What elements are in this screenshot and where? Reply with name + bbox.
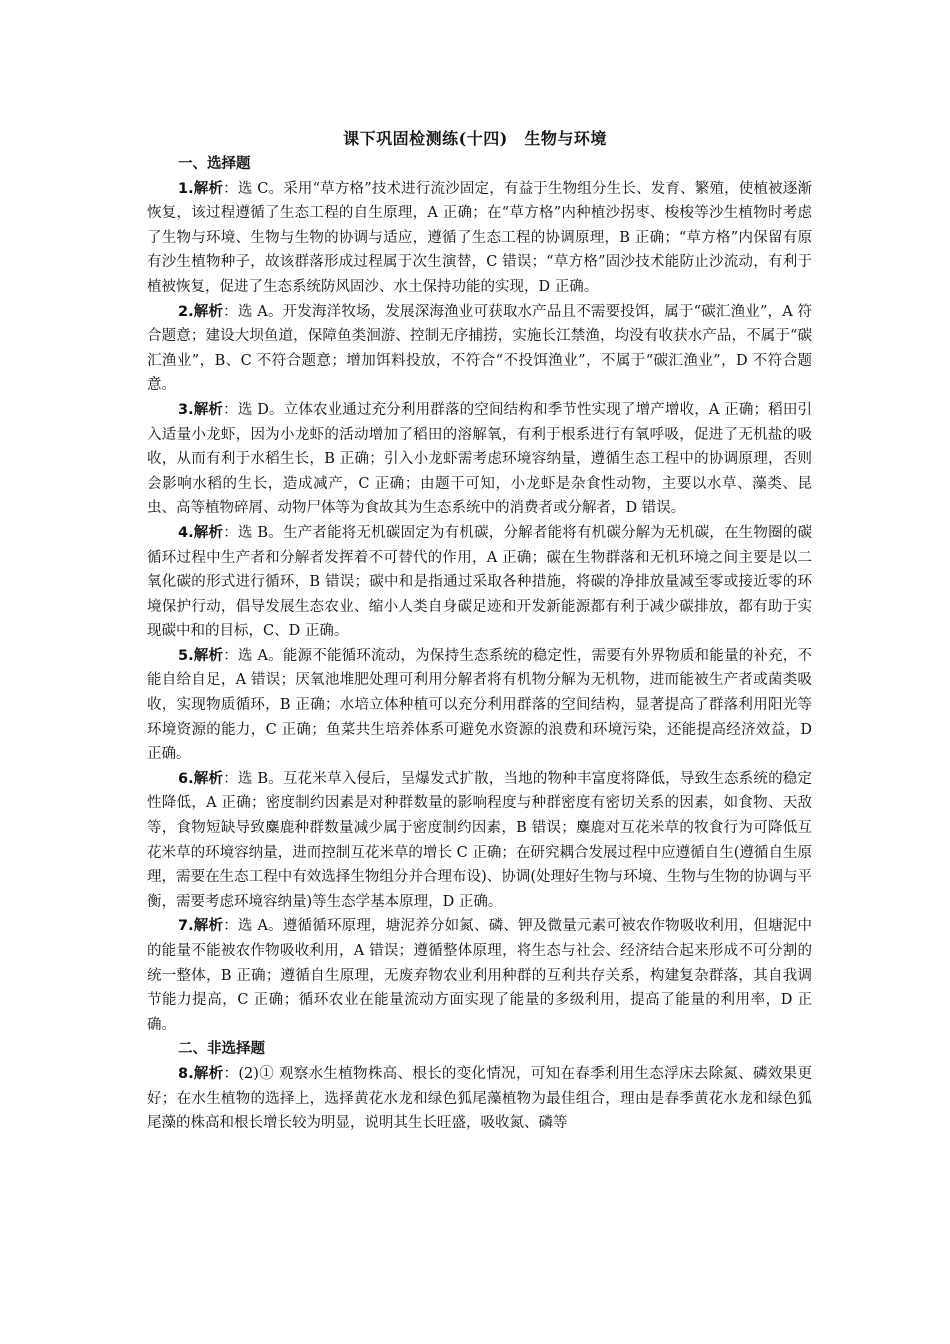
answer-item-5 bbox=[147, 644, 812, 767]
answer-label: 6.解析 bbox=[178, 770, 224, 787]
section-heading-choice: 一、选择题 bbox=[178, 156, 251, 172]
document-body bbox=[147, 152, 812, 1136]
answer-label: 4.解析 bbox=[178, 524, 224, 541]
answer-item-1 bbox=[147, 177, 812, 300]
answer-item-7 bbox=[147, 914, 812, 1037]
answer-label: 5.解析 bbox=[178, 647, 224, 664]
answer-text: ：(2)① 观察水生植物株高、根长的变化情况，可知在春季利用生态浮床去除氮、磷效果更好；在水生植物的选择上，选择黄花水龙和绿色狐尾藻植物为最佳组合，理由是春季黄花水龙和绿色狐尾藻的株高和根长增长较为明显，说明其生长旺盛，吸收氮、磷等 bbox=[147, 1065, 812, 1132]
answer-item-4 bbox=[147, 521, 812, 644]
answer-text: ：选 A。遵循循环原理，塘泥养分如氮、磷、钾及微量元素可被农作物吸收利用，但塘泥中的能量不能被农作物吸收利用，A 错误；遵循整体原理，将生态与社会、经济结合起来形成不可分割的统一整体，B 正确；遵循自生原理，无废弃物农业利用种群的互利共存关系，构建复杂群落，其自我调节能力提高，C 正确；循环农业在能量流动方面实现了能量的多级利用，提高了能量的利用率，D 正确。 bbox=[147, 918, 812, 1033]
answer-label: 2.解析 bbox=[178, 303, 224, 320]
answer-item-6 bbox=[147, 767, 812, 915]
answer-item-8 bbox=[147, 1062, 812, 1136]
answer-text: ：选 C。采用“草方格”技术进行流沙固定，有益于生物组分生长、发育、繁殖，使植被逐渐恢复，该过程遵循了生态工程的自生原理，A 正确；在“草方格”内种植沙拐枣、梭梭等沙生植物时考虑了生物与环境、生物与生物的协调与适应，遵循了生态工程的协调原理，B 正确；“草方格”内保留有原有沙生植物种子，故该群落形成过程属于次生演替，C 错误；“草方格”固沙技术能防止沙流动，有利于植被恢复，促进了生态系统防风固沙、水土保持功能的实现，D 正确。 bbox=[147, 180, 812, 295]
answer-item-2 bbox=[147, 300, 812, 398]
answer-label: 7.解析 bbox=[178, 918, 224, 935]
section-heading-nonchoice: 二、非选择题 bbox=[178, 1041, 265, 1058]
answer-label: 1.解析 bbox=[178, 180, 224, 197]
answer-text: ：选 A。能源不能循环流动，为保持生态系统的稳定性，需要有外界物质和能量的补充，不能自给自足，A 错误；厌氧池堆肥处理可利用分解者将有机物分解为无机物，进而能被生产者或菌类吸收，实现物质循环，B 正确；水培立体种植可以充分利用群落的空间结构，显著提高了群落利用阳光等环境资源的能力，C 正确；鱼菜共生培养体系可避免水资源的浪费和环境污染，还能提高经济效益，D 正确。 bbox=[147, 647, 812, 763]
answer-text: ：选 B。生产者能将无机碳固定为有机碳，分解者能将有机碳分解为无机碳，在生物圈的碳循环过程中生产者和分解者发挥着不可替代的作用，A 正确；碳在生物群落和无机环境之间主要是以二氧化碳的形式进行循环，B 错误；碳中和是指通过采取各种措施，将碳的净排放量减至零或接近零的环境保护行动，倡导发展生态农业、缩小人类自身碳足迹和开发新能源都有利于减少碳排放，都有助于实现碳中和的目标，C、D 正确。 bbox=[147, 524, 812, 640]
answer-label: 3.解析 bbox=[178, 401, 224, 418]
answer-item-3 bbox=[147, 398, 812, 521]
answer-text: ：选 D。立体农业通过充分利用群落的空间结构和季节性实现了增产增收，A 正确；稻田引入适量小龙虾，因为小龙虾的活动增加了稻田的溶解氧，有利于根系进行有氧呼吸，促进了无机盐的吸收，从而有利于水稻生长，B 正确；引入小龙虾需考虑环境容纳量，遵循生态工程中的协调原理，否则会影响水稻的生长，造成减产，C 正确；由题干可知，小龙虾是杂食性动物，主要以水草、藻类、昆虫、高等植物碎屑、动物尸体等为食故其为生态系统中的消费者或分解者，D 错误。 bbox=[147, 401, 812, 517]
answer-text: ：选 B。互花米草入侵后，呈爆发式扩散，当地的物种丰富度将降低，导致生态系统的稳定性降低，A 正确；密度制约因素是对种群数量的影响程度与种群密度有密切关系的因素，如食物、天敌等，食物短缺导致麋鹿种群数量减少属于密度制约因素，B 错误；麋鹿对互花米草的牧食行为可降低互花米草的环境容纳量，进而控制互花米草的增长 C 正确；在研究耦合发展过程中应遵循自生(遵循自生原理，需要在生态工程中有效选择生物组分并合理布设)、协调(处理好生物与环境、生物与生物的协调与平衡，需要考虑环境容纳量)等生态学基本原理，D 正确。 bbox=[147, 770, 812, 910]
answer-text: ：选 A。开发海洋牧场，发展深海渔业可获取水产品且不需要投饵，属于“碳汇渔业”，A 符合题意；建设大坝鱼道，保障鱼类洄游、控制无序捕捞，实施长江禁渔，均没有收获水产品，不属于“碳汇渔业”，B、C 不符合题意；增加饵料投放，不符合“不投饵渔业”，不属于“碳汇渔业”，D 不符合题意。 bbox=[147, 303, 812, 394]
page-title: 课下巩固检测练(十四) 生物与环境 bbox=[343, 129, 607, 148]
answer-label: 8.解析 bbox=[178, 1065, 224, 1082]
